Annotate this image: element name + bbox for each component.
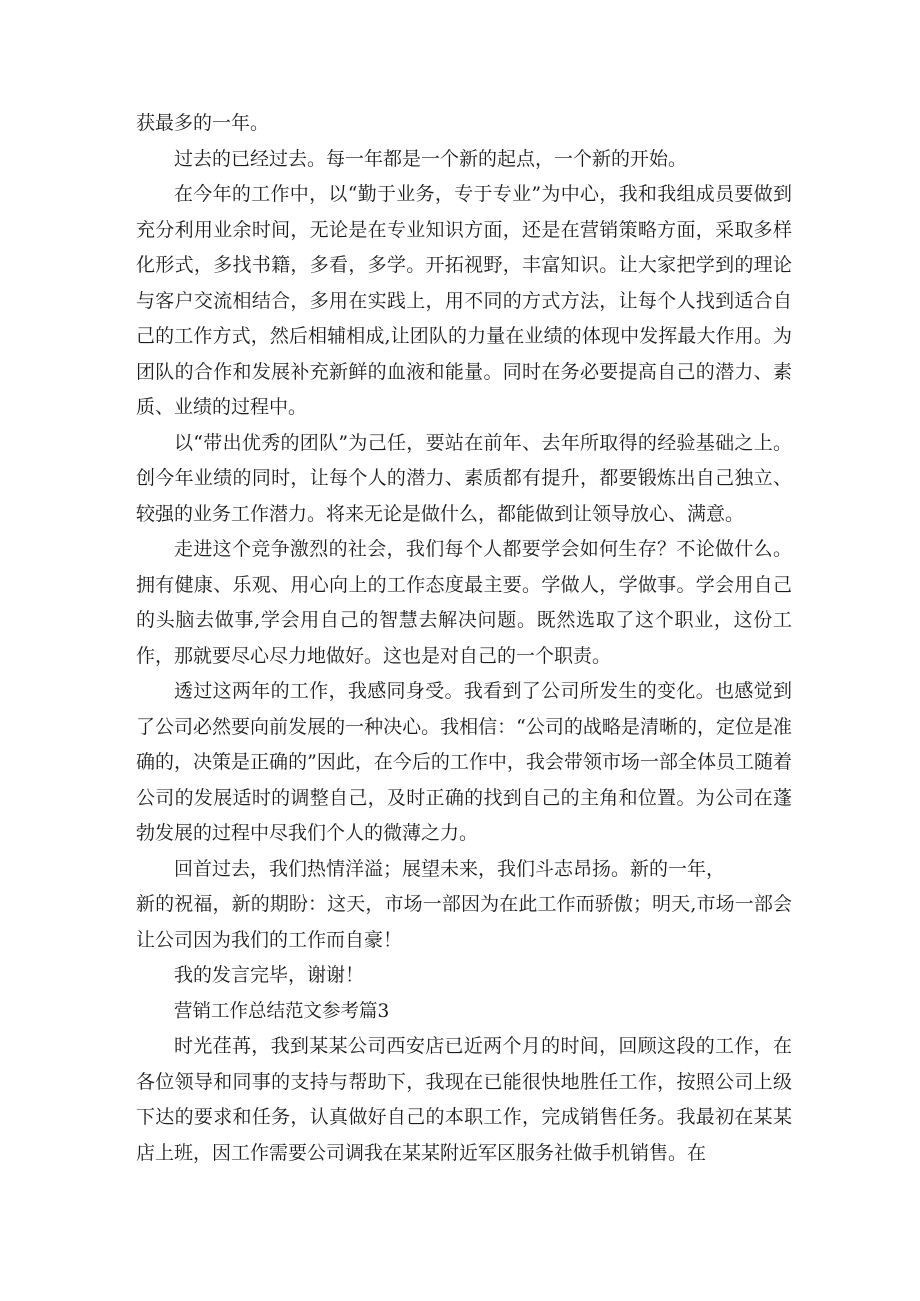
- paragraph-closing: 我的发言完毕，谢谢！: [174, 964, 365, 986]
- paragraph-company-belief: 透过这两年的工作，我感同身受。我看到了公司所发生的变化。也感觉到了公司必然要向前发展的一种决心。我相信：“公司的战略是清晰的，定位是准确的，决策是正确的”因此，在今后的工作中，我会带领市场一部全体员工随着公司的发展适时的调整自己，及时正确的找到自己的主角和位置。为公司在蓬勃发展的过程中尽我们个人的微薄之力。: [136, 680, 792, 844]
- paragraph-continuation: 获最多的一年。: [136, 112, 270, 134]
- paragraph-new-wishes: 新的祝福，新的期盼：这天，市场一部因为在此工作而骄傲；明天,市场一部会让公司因为我们的工作而自豪！: [136, 893, 792, 951]
- paragraph-looking-back: 回首过去，我们热情洋溢；展望未来，我们斗志昂扬。新的一年，: [174, 857, 726, 880]
- document-body: [136, 106, 792, 1171]
- paragraph-time-flies: 时光荏苒，我到某某公司西安店已近两个月的时间，回顾这段的工作，在各位领导和同事的支持与帮助下，我现在已能很快地胜任工作，按照公司上级下达的要求和任务，认真做好自己的本职工作，完成销售任务。我最初在某某店上班，因工作需要公司调我在某某附近军区服务社做手机销售。在: [136, 1035, 792, 1164]
- section-heading: 营销工作总结范文参考篇3: [174, 1000, 390, 1022]
- paragraph-team-goal: 以“带出优秀的团队”为己任，要站在前年、去年所取得的经验基础之上。创今年业绩的同时，让每个人的潜力、素质都有提升，都要锻炼出自己独立、较强的业务工作潜力。将来无论是做什么，都能做到让领导放心、满意。: [136, 431, 792, 525]
- paragraph-society: 走进这个竞争激烈的社会，我们每个人都要学会如何生存？不论做什么。拥有健康、乐观、用心向上的工作态度最主要。学做人，学做事。学会用自己的头脑去做事,学会用自己的智慧去解决问题。既然选取了这个职业，这份工作，那就要尽心尽力地做好。这也是对自己的一个职责。: [136, 538, 792, 667]
- paragraph-work-focus: 在今年的工作中，以“勤于业务，专于专业”为中心，我和我组成员要做到充分利用业余时间，无论是在专业知识方面，还是在营销策略方面，采取多样化形式，多找书籍，多看，多学。开拓视野，丰富知识。让大家把学到的理论与客户交流相结合，多用在实践上，用不同的方式方法，让每个人找到适合自己的工作方式，然后相辅相成,让团队的力量在业绩的体现中发挥最大作用。为团队的合作和发展补充新鲜的血液和能量。同时在务必要提高自己的潜力、素质、业绩的过程中。: [136, 183, 792, 418]
- paragraph-new-start: 过去的已经过去。每一年都是一个新的起点，一个新的开始。: [174, 147, 688, 170]
